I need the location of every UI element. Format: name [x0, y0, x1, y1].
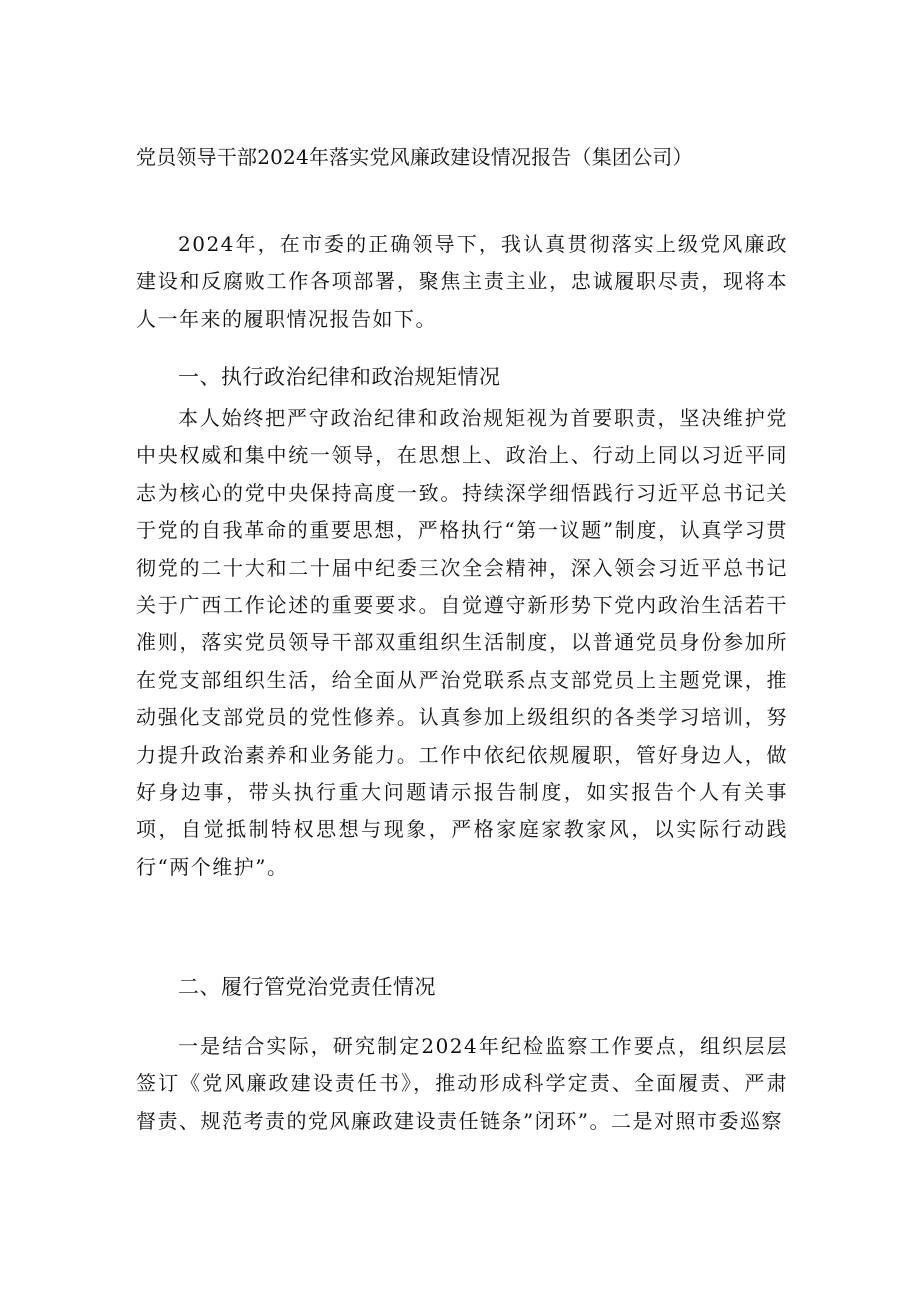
section-1-body: 本人始终把严守政治纪律和政治规矩视为首要职责，坚决维护党中央权威和集中统一领导，在思想上、政治上、行动上同以习近平同志为核心的党中央保持高度一致。持续深学细悟践行习近平总书记关于党的自我革命的重要思想，严格执行“第一议题”制度，认真学习贯彻党的二十大和二十届中纪委三次全会精神，深入领会习近平总书记关于广西工作论述的重要要求。自觉遵守新形势下党内政治生活若干准则，落实党员领导干部双重组织生活制度，以普通党员身份参加所在党支部组织生活，给全面从严治党联系点支部党员上主题党课，推动强化支部党员的党性修养。认真参加上级组织的各类学习培训，努力提升政治素养和业务能力。工作中依纪依规履职，管好身边人，做好身边事，带头执行重大问题请示报告制度，如实报告个人有关事项，自觉抵制特权思想与现象，严格家庭家教家风，以实际行动践行“两个维护”。 — [136, 406, 788, 879]
document-title: 党员领导干部2024年落实党风廉政建设情况报告（集团公司） — [136, 145, 693, 169]
section-1-heading: 一、执行政治纪律和政治规矩情况 — [178, 365, 501, 389]
section-2-body: 一是结合实际，研究制定2024年纪检监察工作要点，组织层层签订《党风廉政建设责任书》，推动形成科学定责、全面履责、严肃督责、规范考责的党风廉政建设责任链条”闭环”。二是对照市委巡察 — [136, 1034, 788, 1133]
intro-paragraph: 2024年，在市委的正确领导下，我认真贯彻落实上级党风廉政建设和反腐败工作各项部署，聚焦主责主业，忠诚履职尽责，现将本人一年来的履职情况报告如下。 — [136, 232, 788, 331]
section-2-heading: 二、履行管党治党责任情况 — [178, 975, 436, 999]
